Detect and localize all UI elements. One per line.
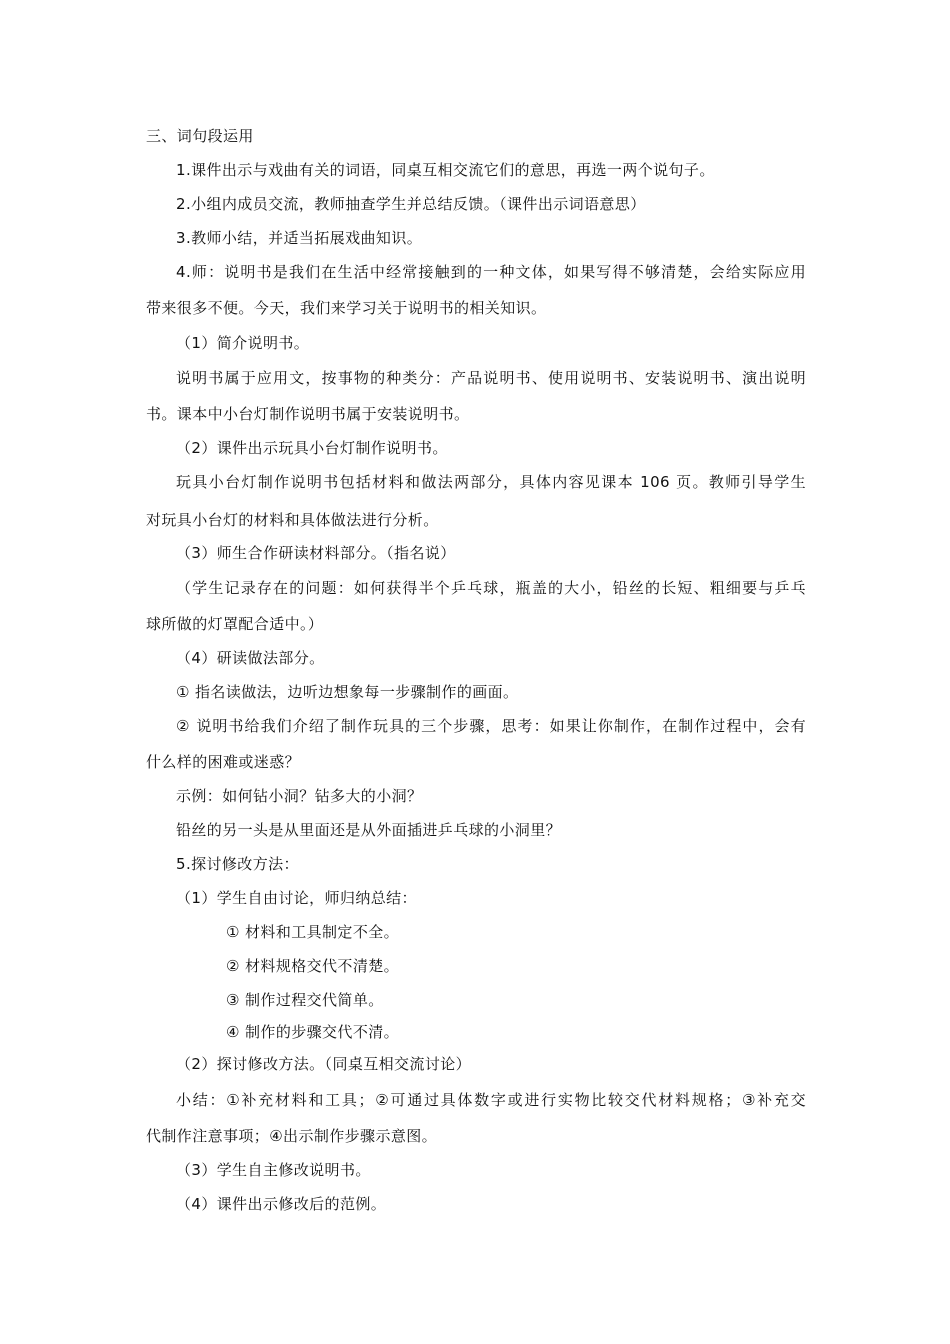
list-item: ③ 制作过程交代简单。 [226,991,384,1009]
paragraph-line: 4.师：说明书是我们在生活中经常接触到的一种文体，如果写得不够清楚，会给实际应用 [176,263,806,281]
paragraph-line: 2.小组内成员交流，教师抽查学生并总结反馈。（课件出示词语意思） [176,195,646,213]
paragraph-line: （3）师生合作研读材料部分。（指名说） [176,544,456,562]
paragraph-line: 什么样的困难或迷惑？ [146,753,301,771]
paragraph-line: （4）课件出示修改后的范例。 [176,1195,387,1213]
paragraph-line: 说明书属于应用文，按事物的种类分：产品说明书、使用说明书、安装说明书、演出说明 [176,369,806,387]
paragraph-line: ② 说明书给我们介绍了制作玩具的三个步骤，思考：如果让你制作，在制作过程中，会有 [176,717,806,735]
paragraph-line: 书。课本中小台灯制作说明书属于安装说明书。 [146,405,470,423]
paragraph-line: 5.探讨修改方法： [176,855,299,873]
paragraph-line: ① 指名读做法，边听边想象每一步骤制作的画面。 [176,683,519,701]
list-item: ① 材料和工具制定不全。 [226,923,400,941]
section-heading: 三、词句段运用 [146,127,254,145]
list-item: ④ 制作的步骤交代不清。 [226,1023,400,1041]
paragraph-line: 代制作注意事项；④出示制作步骤示意图。 [146,1127,438,1145]
paragraph-line: （3）学生自主修改说明书。 [176,1161,371,1179]
list-item: ② 材料规格交代不清楚。 [226,957,400,975]
paragraph-line: （学生记录存在的问题：如何获得半个乒乓球，瓶盖的大小，铅丝的长短、粗细要与乒乓 [176,579,806,597]
paragraph-line: 对玩具小台灯的材料和具体做法进行分析。 [146,511,439,529]
paragraph-line: 玩具小台灯制作说明书包括材料和做法两部分，具体内容见课本 106 页。教师引导学生 [176,473,806,491]
paragraph-line: （2）探讨修改方法。（同桌互相交流讨论） [176,1055,472,1073]
paragraph-line: （4）研读做法部分。 [176,649,325,667]
paragraph-line: 球所做的灯罩配合适中。） [146,615,324,633]
paragraph-line: 铅丝的另一头是从里面还是从外面插进乒乓球的小洞里？ [176,821,562,839]
paragraph-line: 小结：①补充材料和工具；②可通过具体数字或进行实物比较交代材料规格；③补充交 [176,1091,806,1109]
paragraph-line: 带来很多不便。今天，我们来学习关于说明书的相关知识。 [146,299,547,317]
paragraph-line: 示例：如何钻小洞？钻多大的小洞？ [176,787,423,805]
paragraph-line: （1）学生自由讨论，师归纳总结： [176,889,417,907]
paragraph-line: （1）简介说明书。 [176,334,310,352]
paragraph-line: （2）课件出示玩具小台灯制作说明书。 [176,439,448,457]
paragraph-line: 3.教师小结，并适当拓展戏曲知识。 [176,229,423,247]
paragraph-line: 1.课件出示与戏曲有关的词语，同桌互相交流它们的意思，再选一两个说句子。 [176,161,715,179]
